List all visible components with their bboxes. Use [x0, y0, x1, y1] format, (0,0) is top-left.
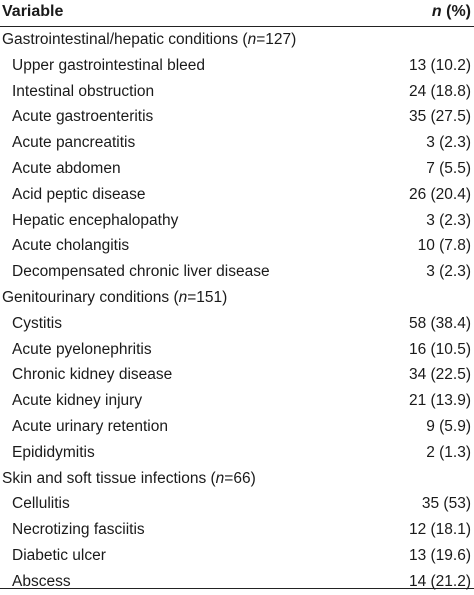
table-row: [0, 362, 474, 388]
row-label: Hepatic encephalopathy: [12, 211, 179, 229]
row-value: 24 (18.8): [408, 82, 471, 100]
table-row: [0, 543, 474, 569]
row-label: Necrotizing fasciitis: [12, 521, 145, 539]
row-value: 35 (53): [421, 495, 471, 513]
row-label: Cellulitis: [12, 495, 70, 513]
group-header-row: [0, 285, 474, 311]
group-label-n: n: [178, 288, 188, 306]
row-value: 2 (1.3): [426, 443, 471, 461]
table-row: [0, 233, 474, 259]
table-row: [0, 491, 474, 517]
table-row: [0, 156, 474, 182]
row-label: Cystitis: [12, 314, 62, 332]
row-label: Diabetic ulcer: [12, 546, 106, 564]
row-label: Chronic kidney disease: [12, 366, 173, 384]
group-label-suffix: =151): [187, 288, 228, 306]
group-label: [2, 285, 227, 311]
header-n-italic: n: [431, 3, 442, 20]
table-row: [0, 337, 474, 363]
row-value: 58 (38.4): [408, 314, 471, 332]
group-label: [2, 27, 296, 53]
row-value: 13 (10.2): [408, 56, 471, 74]
group-label-prefix: Gastrointestinal/hepatic conditions (: [2, 31, 248, 48]
table-body: [0, 27, 474, 595]
group-label-n: n: [247, 31, 257, 48]
header-n-suffix: (%): [441, 3, 471, 20]
table-row: [0, 517, 474, 543]
row-label: Acute kidney injury: [12, 392, 143, 410]
row-label: Acute cholangitis: [12, 237, 130, 255]
group-header-row: [0, 466, 474, 492]
row-label: Upper gastrointestinal bleed: [12, 56, 206, 74]
row-value: 9 (5.9): [426, 417, 471, 435]
row-label: Intestinal obstruction: [12, 82, 155, 100]
group-label-suffix: =66): [224, 469, 256, 487]
table-row: [0, 104, 474, 130]
row-value: 13 (19.6): [408, 546, 471, 564]
row-label: Epididymitis: [12, 443, 95, 461]
group-header-row: [0, 27, 474, 53]
row-label: Acute urinary retention: [12, 417, 168, 435]
table-row: [0, 182, 474, 208]
row-label: Acute pyelonephritis: [12, 340, 152, 358]
table-row: [0, 440, 474, 466]
group-label: [2, 466, 256, 492]
row-label: Acute gastroenteritis: [12, 108, 154, 126]
row-value: 21 (13.9): [408, 392, 471, 410]
row-label: Acute pancreatitis: [12, 134, 136, 152]
row-label: Abscess: [12, 572, 71, 590]
table-row: [0, 208, 474, 234]
group-label-n: n: [215, 469, 225, 487]
row-value: 7 (5.5): [426, 159, 471, 177]
table-row: [0, 259, 474, 285]
row-label: Acid peptic disease: [12, 185, 146, 203]
row-value: 16 (10.5): [408, 340, 471, 358]
row-value: 14 (21.2): [408, 572, 471, 590]
row-value: 26 (20.4): [408, 185, 471, 203]
row-label: Acute abdomen: [12, 159, 121, 177]
table-row: [0, 569, 474, 595]
header-variable: Variable: [2, 3, 64, 20]
row-value: 34 (22.5): [408, 366, 471, 384]
row-label: Decompensated chronic liver disease: [12, 263, 270, 281]
table-row: [0, 53, 474, 79]
row-value: 3 (2.3): [426, 263, 471, 281]
header-n-percent: [432, 3, 471, 21]
row-value: 35 (27.5): [408, 108, 471, 126]
row-value: 3 (2.3): [426, 134, 471, 152]
group-label-prefix: Skin and soft tissue infections (: [2, 469, 216, 487]
group-label-prefix: Genitourinary conditions (: [2, 288, 179, 306]
table-row: [0, 414, 474, 440]
table-row: [0, 388, 474, 414]
table-row: [0, 79, 474, 105]
table-row: [0, 130, 474, 156]
table-header: [0, 0, 474, 27]
row-value: 10 (7.8): [417, 237, 471, 255]
table-row: [0, 311, 474, 337]
group-label-suffix: =127): [256, 31, 297, 48]
row-value: 12 (18.1): [408, 521, 471, 539]
row-value: 3 (2.3): [426, 211, 471, 229]
